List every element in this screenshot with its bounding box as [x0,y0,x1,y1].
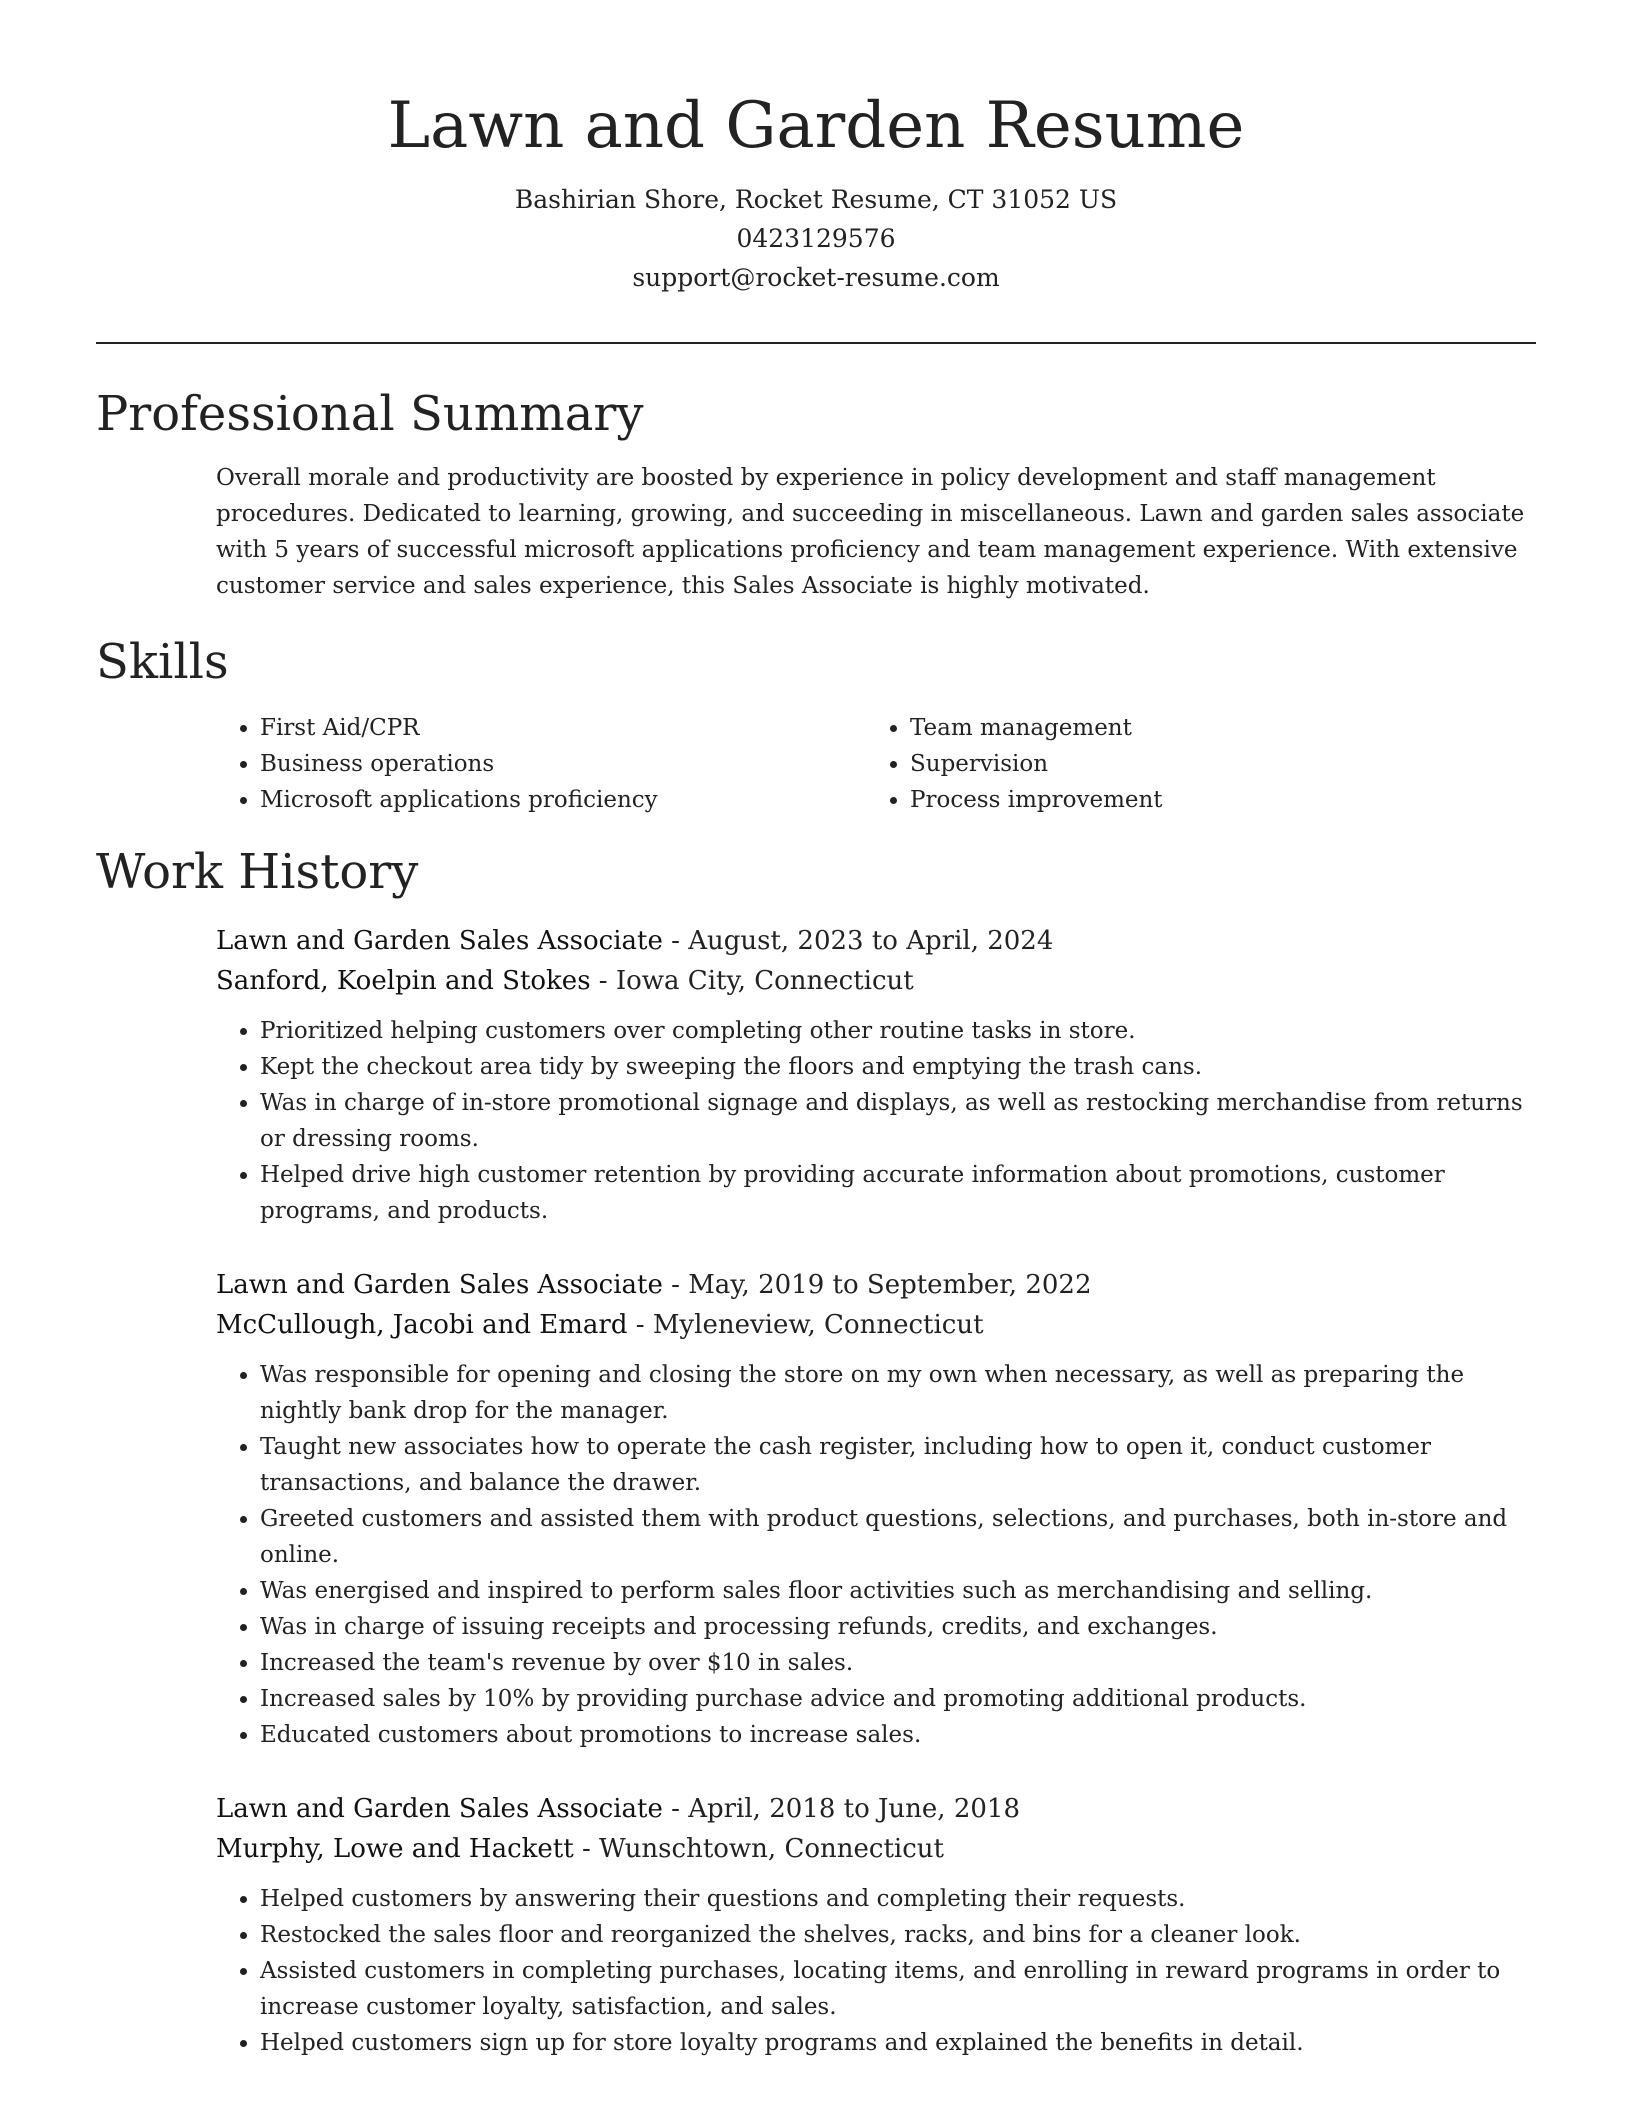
duty-item: • Was in charge of in-store promotional signage and displays, as well as restocking merchandise from returns or dressing rooms. [260,1085,1541,1157]
job-title: Lawn and Garden Sales Associate [216,1794,663,1824]
duty-item: • Increased the team's revenue by over $10 in sales. [260,1645,1541,1681]
contact-phone: 0423129576 [736,224,896,253]
contact-address: Bashirian Shore, Rocket Resume, CT 31052 US [514,185,1118,214]
job-company: Murphy, Lowe and Hackett [216,1834,574,1864]
duty-item: • Assisted customers in completing purchases, locating items, and enrolling in reward programs in order to increase customer loyalty, satisfaction, and sales. [260,1953,1541,2025]
work-history-heading: Work History [96,844,419,900]
job-company-line [216,961,1541,1001]
skills-heading: Skills [96,634,229,690]
duty-item: • Helped customers by answering their questions and completing their requests. [260,1881,1541,1917]
job-entry [216,921,1541,1229]
job-title-line [216,921,1541,961]
skills-column-2 [866,710,1510,818]
job-title-line [216,1265,1541,1305]
job-duties [216,1881,1541,2061]
duty-item: • Was energised and inspired to perform sales floor activities such as merchandising and selling. [260,1573,1541,1609]
skill-item: • First Aid/CPR [260,710,860,746]
job-title-line [216,1789,1541,1829]
job-location: - Wunschtown, Connecticut [573,1834,944,1864]
skill-item: • Supervision [910,746,1510,782]
duty-item: • Increased sales by 10% by providing purchase advice and promoting additional products. [260,1681,1541,1717]
job-entry [216,1265,1541,1753]
skills-column-1 [216,710,860,818]
job-entry [216,1789,1541,2061]
job-title: Lawn and Garden Sales Associate [216,926,663,956]
job-dates: - April, 2018 to June, 2018 [662,1794,1020,1824]
job-duties [216,1357,1541,1753]
duty-item: • Was responsible for opening and closing the store on my own when necessary, as well as preparing the nightly bank drop for the manager. [260,1357,1541,1429]
duty-item: • Educated customers about promotions to increase sales. [260,1717,1541,1753]
duty-item: • Greeted customers and assisted them with product questions, selections, and purchases, both in-store and online. [260,1501,1541,1573]
job-dates: - May, 2019 to September, 2022 [662,1270,1092,1300]
job-location: - Myleneview, Connecticut [627,1310,984,1340]
duty-item: • Was in charge of issuing receipts and processing refunds, credits, and exchanges. [260,1609,1541,1645]
summary-text: Overall morale and productivity are boosted by experience in policy development and staff management procedures. Dedicated to learning, growing, and succeeding in miscellaneous. Lawn and garden sales associate with 5 years of successful microsoft applications proficiency and team management experience. With extensive customer service and sales experience, this Sales Associate is highly motivated. [216,465,1525,599]
contact-block [0,180,1632,297]
job-duties [216,1013,1541,1229]
job-company-line [216,1305,1541,1345]
skill-item: • Microsoft applications proficiency [260,782,860,818]
skill-item: • Process improvement [910,782,1510,818]
job-location: - Iowa City, Connecticut [590,966,914,996]
job-title: Lawn and Garden Sales Associate [216,1270,663,1300]
job-company: McCullough, Jacobi and Emard [216,1310,628,1340]
resume-title: Lawn and Garden Resume [387,89,1245,163]
duty-item: • Restocked the sales floor and reorganized the shelves, racks, and bins for a cleaner look. [260,1917,1541,1953]
header-divider [96,342,1536,344]
skill-item: • Team management [910,710,1510,746]
job-dates: - August, 2023 to April, 2024 [662,926,1054,956]
duty-item: • Taught new associates how to operate the cash register, including how to open it, conduct customer transactions, and balance the drawer. [260,1429,1541,1501]
duty-item: • Helped customers sign up for store loyalty programs and explained the benefits in detail. [260,2025,1541,2061]
summary-heading: Professional Summary [96,386,644,442]
job-company: Sanford, Koelpin and Stokes [216,966,591,996]
contact-email: support@rocket-resume.com [632,263,1000,292]
duty-item: • Helped drive high customer retention by providing accurate information about promotions, customer programs, and products. [260,1157,1541,1229]
job-company-line [216,1829,1541,1869]
duty-item: • Prioritized helping customers over completing other routine tasks in store. [260,1013,1541,1049]
resume-header [0,82,1632,297]
duty-item: • Kept the checkout area tidy by sweeping the floors and emptying the trash cans. [260,1049,1541,1085]
skill-item: • Business operations [260,746,860,782]
